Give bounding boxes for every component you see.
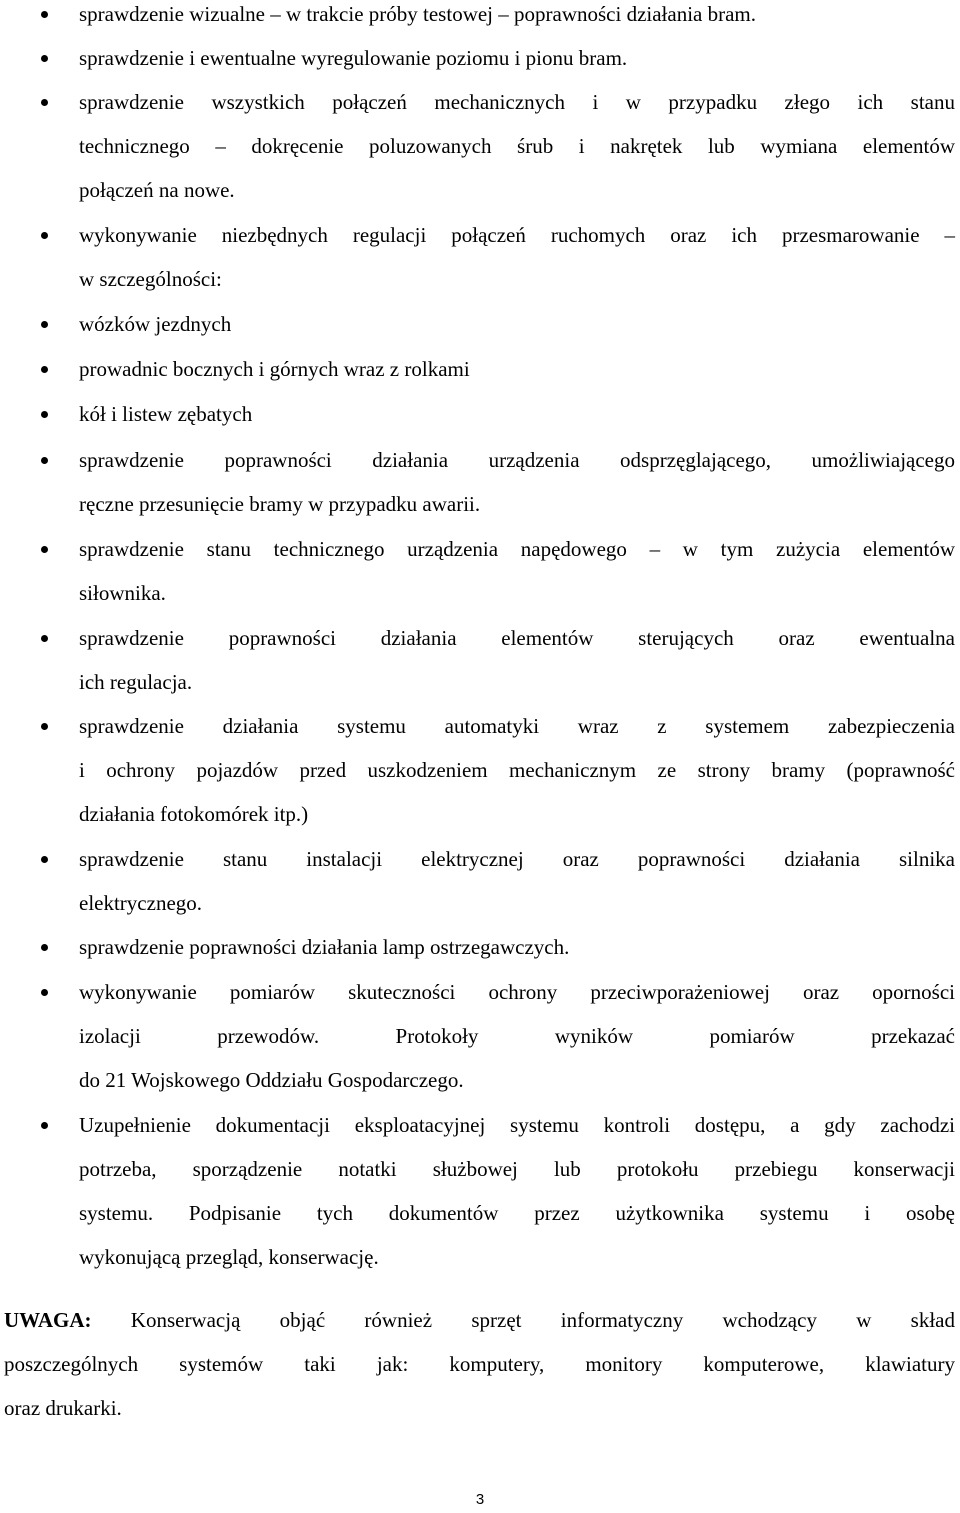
bullet-text-line: w szczególności: (79, 267, 222, 291)
bullet-text-line: połączeń na nowe. (79, 178, 235, 202)
bullet-dot-icon (41, 411, 48, 418)
bullet-dot-icon (41, 723, 48, 730)
bullet-dot-icon (41, 635, 48, 642)
bullet-text-line: ich regulacja. (79, 670, 193, 694)
bullet-text-line: do 21 Wojskowego Oddziału Gospodarczego. (79, 1068, 464, 1092)
bullet-text-line: działania fotokomórek itp.) (79, 802, 309, 826)
bullet-text-line: sprawdzenie stanu instalacji elektrycznej oraz poprawności działania silnika (79, 847, 955, 871)
bullet-text-line: technicznego – dokręcenie poluzowanych śrub i nakrętek lub wymiana elementów (79, 134, 955, 158)
note-line: oraz drukarki. (4, 1396, 122, 1420)
bullet-dot-icon (41, 546, 48, 553)
bullet-text-line: siłownika. (79, 581, 166, 605)
bullet-dot-icon (41, 856, 48, 863)
bullet-text-line: i ochrony pojazdów przed uszkodzeniem mechanicznym ze strony bramy (poprawność (79, 758, 955, 782)
bullet-dot-icon (41, 1122, 48, 1129)
bullet-dot-icon (41, 55, 48, 62)
bullet-dot-icon (41, 366, 48, 373)
bullet-text-line: sprawdzenie poprawności działania urządzenia odsprzęglającego, umożliwiającego (79, 448, 955, 472)
bullet-text-line: sprawdzenie i ewentualne wyregulowanie poziomu i pionu bram. (79, 46, 628, 70)
bullet-text-line: sprawdzenie stanu technicznego urządzenia napędowego – w tym zużycia elementów (79, 537, 955, 561)
bullet-text-line: potrzeba, sporządzenie notatki służbowej lub protokołu przebiegu konserwacji (79, 1157, 955, 1181)
bullet-text-line: izolacji przewodów. Protokoły wyników pomiarów przekazać (79, 1024, 955, 1048)
bullet-text-line: sprawdzenie poprawności działania elementów sterujących oraz ewentualna (79, 626, 955, 650)
bullet-text-line: wykonywanie niezbędnych regulacji połączeń ruchomych oraz ich przesmarowanie – (79, 223, 955, 247)
bullet-text-line: wózków jezdnych (79, 312, 232, 336)
bullet-dot-icon (41, 944, 48, 951)
bullet-text-line: elektrycznego. (79, 891, 203, 915)
note-line (4, 1308, 955, 1332)
bullet-text-line: prowadnic bocznych i górnych wraz z rolkami (79, 357, 470, 381)
bullet-dot-icon (41, 457, 48, 464)
note-label: UWAGA: (4, 1308, 92, 1332)
bullet-dot-icon (41, 989, 48, 996)
note-line: poszczególnych systemów taki jak: komputery, monitory komputerowe, klawiatury (4, 1352, 955, 1376)
bullet-text-line: sprawdzenie działania systemu automatyki wraz z systemem zabezpieczenia (79, 714, 955, 738)
page-number: 3 (475, 1491, 485, 1508)
bullet-text-line: ręczne przesunięcie bramy w przypadku awarii. (79, 492, 481, 516)
bullet-text-line: kół i listew zębatych (79, 402, 253, 426)
bullet-dot-icon (41, 99, 48, 106)
bullet-text-line: sprawdzenie wszystkich połączeń mechanicznych i w przypadku złego ich stanu (79, 90, 955, 114)
bullet-text-line: wykonującą przegląd, konserwację. (79, 1245, 379, 1269)
bullet-text-line: Uzupełnienie dokumentacji eksploatacyjnej systemu kontroli dostępu, a gdy zachodzi (79, 1113, 955, 1137)
bullet-text-line: systemu. Podpisanie tych dokumentów przez użytkownika systemu i osobę (79, 1201, 955, 1225)
bullet-dot-icon (41, 232, 48, 239)
bullet-text-line: wykonywanie pomiarów skuteczności ochrony przeciwporażeniowej oraz oporności (79, 980, 955, 1004)
bullet-dot-icon (41, 321, 48, 328)
bullet-text-line: sprawdzenie poprawności działania lamp ostrzegawczych. (79, 935, 570, 959)
bullet-dot-icon (41, 11, 48, 18)
bullet-text-line: sprawdzenie wizualne – w trakcie próby testowej – poprawności działania bram. (79, 2, 757, 26)
note-text: Konserwacją objąć również sprzęt informatyczny wchodzący w skład (130, 1308, 955, 1332)
